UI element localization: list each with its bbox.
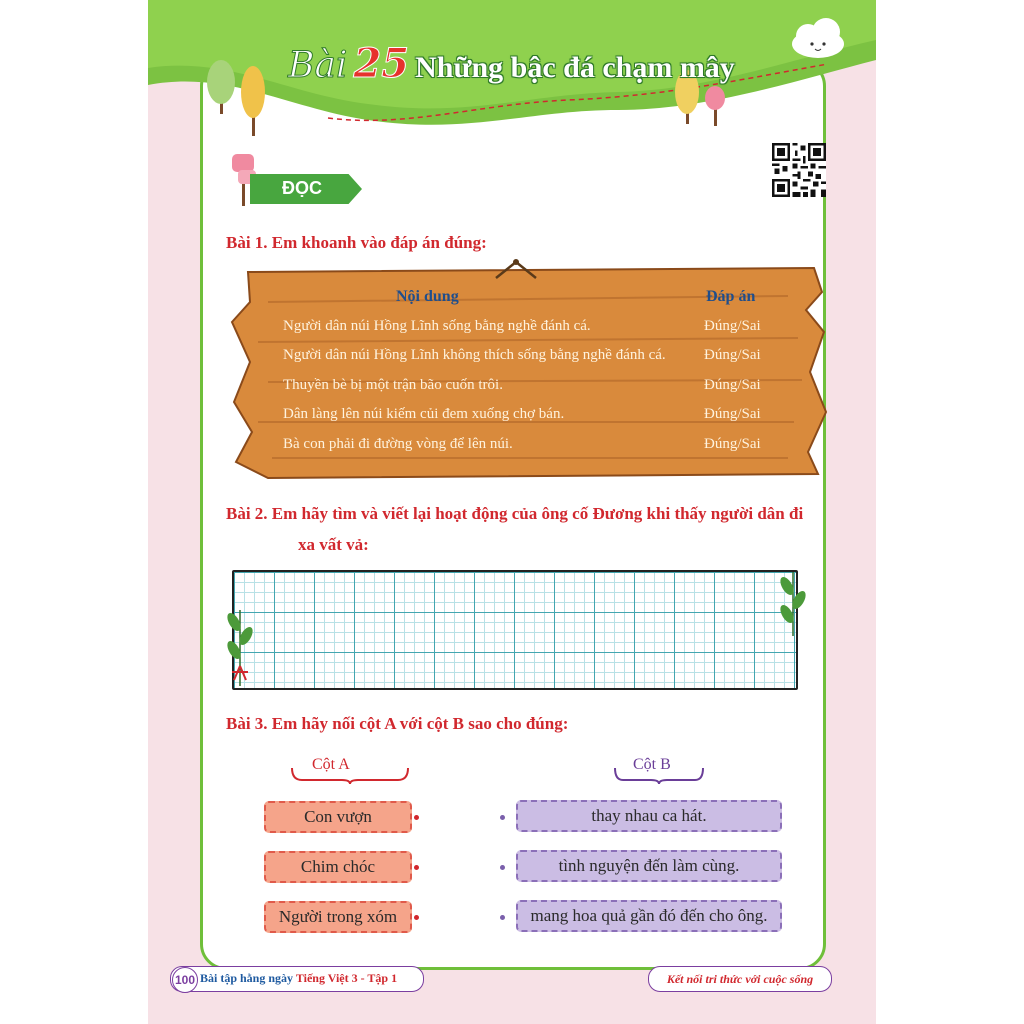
section-label: ĐỌC <box>282 178 322 198</box>
connect-dot[interactable] <box>500 815 505 820</box>
column-a-item[interactable]: Con vượn <box>264 801 412 833</box>
lesson-number: 25 <box>353 40 410 87</box>
column-a-title: Cột A <box>312 756 350 773</box>
connect-dot[interactable] <box>414 915 419 920</box>
connect-dot[interactable] <box>414 815 419 820</box>
leaf-branch-icon <box>776 566 810 636</box>
writing-grid[interactable] <box>232 570 798 690</box>
column-b-item[interactable]: thay nhau ca hát. <box>516 800 782 832</box>
answer-option[interactable]: Đúng/Sai <box>704 377 761 393</box>
column-a-item[interactable]: Chim chóc <box>264 851 412 883</box>
connect-dot[interactable] <box>500 865 505 870</box>
table-header-content: Nội dung <box>396 288 459 305</box>
brace-a <box>288 764 412 786</box>
section-tag <box>230 152 370 206</box>
connect-dot[interactable] <box>500 915 505 920</box>
answer-option[interactable]: Đúng/Sai <box>704 406 761 422</box>
exercise-2-prompt-line2: xa vất vả: <box>298 535 369 554</box>
book-title: Bài tập hằng ngày <box>200 971 294 985</box>
footer-book-title <box>200 971 397 986</box>
page-number: 100 <box>172 967 198 993</box>
answer-option[interactable]: Đúng/Sai <box>704 318 761 334</box>
exercise-2-prompt <box>226 498 826 560</box>
lesson-title <box>288 40 735 87</box>
column-a-item[interactable]: Người trong xóm <box>264 901 412 933</box>
brace-b <box>611 764 707 786</box>
connect-dot[interactable] <box>414 865 419 870</box>
lesson-word: Bài <box>288 45 348 86</box>
exercise-1-prompt: Bài 1. Em khoanh vào đáp án đúng: <box>226 233 487 252</box>
column-b-title: Cột B <box>633 756 671 773</box>
answer-option[interactable]: Đúng/Sai <box>704 436 761 452</box>
leaf-branch-icon <box>224 600 256 686</box>
answer-option[interactable]: Đúng/Sai <box>704 347 761 363</box>
lesson-name: Những bậc đá chạm mây <box>415 51 735 84</box>
statement-row: Dân làng lên núi kiếm củi đem xuống chợ bán. <box>283 406 565 422</box>
statement-row: Thuyền bè bị một trận bão cuốn trôi. <box>283 377 503 393</box>
qr-code-icon <box>772 143 826 197</box>
exercise-3-prompt: Bài 3. Em hãy nối cột A với cột B sao cho đúng: <box>226 714 569 733</box>
footer-series: Kết nối tri thức với cuộc sống <box>648 966 832 992</box>
column-b-item[interactable]: tình nguyện đến làm cùng. <box>516 850 782 882</box>
exercise-2-prompt-line1: Bài 2. Em hãy tìm và viết lại hoạt động của ông cố Đương khi thấy người dân đi <box>226 504 804 523</box>
column-b-item[interactable]: mang hoa quả gần đó đến cho ông. <box>516 900 782 932</box>
table-header-answer: Đáp án <box>706 288 756 305</box>
workbook-page <box>148 0 876 1024</box>
book-subject: Tiếng Việt 3 - Tập 1 <box>295 971 398 985</box>
board-hanger <box>494 258 538 280</box>
statement-row: Người dân núi Hồng Lĩnh không thích sống bằng nghề đánh cá. <box>283 347 666 363</box>
statement-row: Người dân núi Hồng Lĩnh sống bằng nghề đánh cá. <box>283 318 591 334</box>
statement-row: Bà con phải đi đường vòng để lên núi. <box>283 436 513 452</box>
